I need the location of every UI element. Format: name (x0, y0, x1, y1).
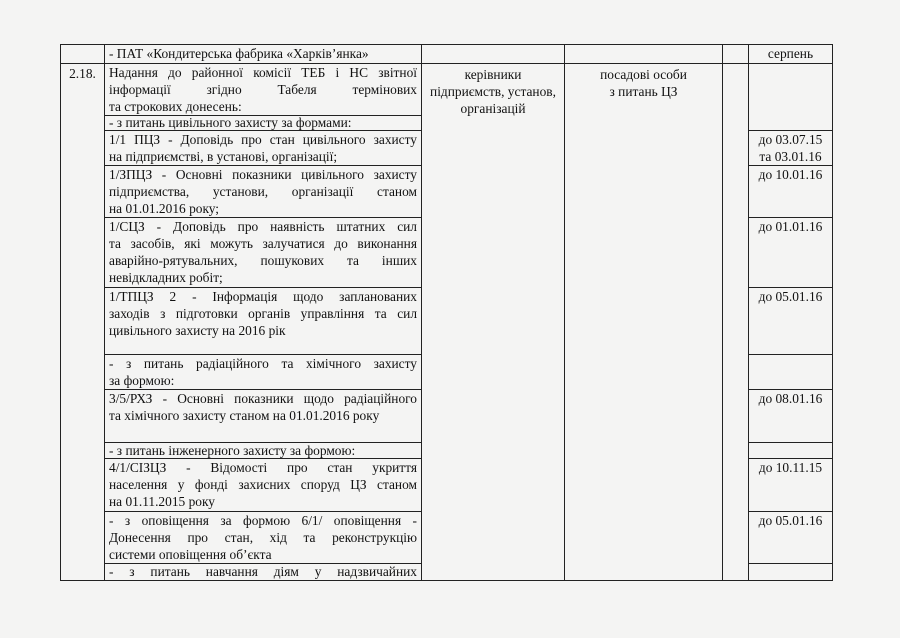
row-text: 4/1/СІЗЦЗ - Відомості про стан укриття населення у фонді захисних споруд ЦЗ станом на 01.11.2015 року (105, 459, 422, 512)
row-text: - з питань інженерного захисту за формою: (105, 443, 422, 459)
table-row (61, 45, 833, 64)
plan-table (60, 44, 833, 581)
row-term: до 05.01.16 (749, 288, 833, 355)
row-text: - з питань радіаційного та хімічного захисту за формою: (105, 355, 422, 390)
row-text: - з питань навчання діям у надзвичайних (105, 564, 422, 581)
row-text: 1/СЦЗ - Доповідь про наявність штатних сил та засобів, які можуть залучатися до виконання аварійно-рятувальних, пошукових та інших невідкладних робіт; (105, 218, 422, 288)
row-text: 1/1 ПЦЗ - Доповідь про стан цивільного захисту на підприємстві, в установі, організації; (105, 131, 422, 166)
row-term: до 10.11.15 (749, 459, 833, 512)
table-row (61, 64, 833, 116)
row-term: до 05.01.16 (749, 512, 833, 564)
row-text: 3/5/РХЗ - Основні показники щодо радіаційного та хімічного захисту станом на 01.01.2016 року (105, 390, 422, 443)
row-text: - з оповіщення за формою 6/1/ оповіщення - Донесення про стан, хід та реконструкцію системи оповіщення об’єкта (105, 512, 422, 564)
table-cell (61, 45, 105, 64)
responsible-cell: керівники підприємств, установ, організацій (422, 64, 565, 581)
row-term: до 08.01.16 (749, 390, 833, 443)
row-text: 1/ТПЦЗ 2 - Інформація щодо запланованих заходів з підготовки органів управління та сил цивільного захисту на 2016 рік (105, 288, 422, 355)
row-text: Надання до районної комісії ТЕБ і НС звітної інформації згідно Табеля термінових та строкових донесень: (105, 64, 422, 116)
row-term: до 01.01.16 (749, 218, 833, 288)
row-text: - з питань цивільного захисту за формами: (105, 116, 422, 131)
row-text: - ПАТ «Кондитерська фабрика «Харків’янка» (105, 45, 422, 64)
row-term: до 03.07.15 та 03.01.16 (749, 131, 833, 166)
row-text: 1/ЗПЦЗ - Основні показники цивільного захисту підприємства, установи, організації станом на 01.01.2016 року; (105, 166, 422, 218)
row-term: серпень (749, 45, 833, 64)
performers-cell: посадові особи з питань ЦЗ (565, 64, 723, 581)
row-term: до 10.01.16 (749, 166, 833, 218)
section-number: 2.18. (61, 64, 105, 581)
